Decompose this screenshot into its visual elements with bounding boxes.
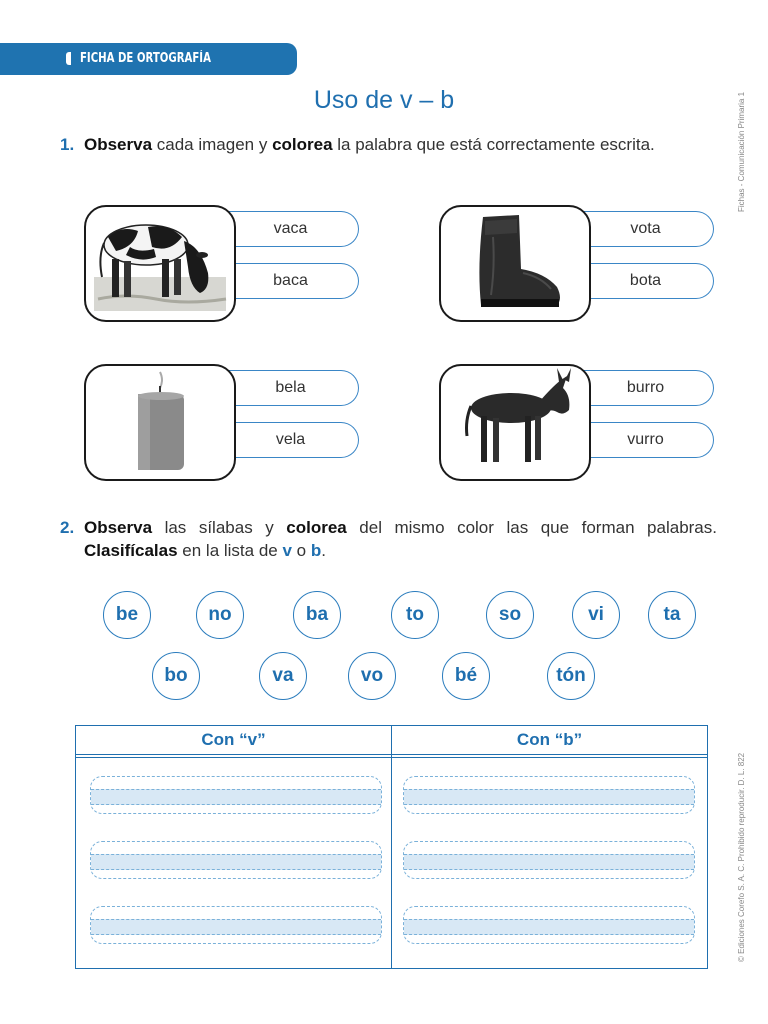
- syllable-bubble[interactable]: to: [391, 591, 439, 639]
- word-label: baca: [273, 272, 308, 289]
- column-header-b: Con “b”: [516, 730, 583, 749]
- writing-line[interactable]: [403, 841, 695, 879]
- donkey-image: [439, 364, 591, 481]
- writing-line[interactable]: [403, 906, 695, 944]
- writing-line[interactable]: [90, 906, 382, 944]
- boot-image: [439, 205, 591, 322]
- word-choice-item: [84, 364, 374, 479]
- word-option[interactable]: [223, 422, 359, 458]
- word-label: bela: [275, 379, 306, 396]
- instruction-text: en la lista de: [177, 541, 283, 560]
- word-option[interactable]: [578, 211, 714, 247]
- syllable-bubble[interactable]: no: [196, 591, 244, 639]
- column-divider: [391, 726, 392, 968]
- side-caption-copyright: © Ediciones Corefo S. A. C. Prohibido reproducir. D. L. 822: [737, 752, 746, 962]
- side-caption-top: Fichas - Comunicación Primaria 1: [737, 91, 746, 212]
- word-option[interactable]: [578, 422, 714, 458]
- writing-line[interactable]: [90, 776, 382, 814]
- writing-guide: [404, 854, 694, 870]
- question-text: [60, 133, 717, 156]
- instruction-text: o: [291, 541, 311, 560]
- word-option[interactable]: [223, 211, 359, 247]
- word-label: vaca: [273, 220, 308, 237]
- classification-table: [75, 725, 708, 969]
- syllable-bubble[interactable]: tón: [547, 652, 595, 700]
- worksheet-banner: [0, 43, 297, 75]
- syllable-bubble[interactable]: ba: [293, 591, 341, 639]
- syllable-bubble[interactable]: bo: [152, 652, 200, 700]
- word-label: vurro: [627, 431, 664, 448]
- instruction-text: las sílabas y: [152, 518, 287, 537]
- candle-image: [84, 364, 236, 481]
- word-choice-item: [439, 364, 729, 479]
- instruction-text: .: [321, 541, 326, 560]
- word-option[interactable]: [223, 370, 359, 406]
- banner-label: FICHA DE ORTOGRAFÍA: [80, 51, 211, 66]
- syllable-bubble[interactable]: bé: [442, 652, 490, 700]
- page-title: Uso de v – b: [313, 86, 455, 114]
- syllable-bubble[interactable]: so: [486, 591, 534, 639]
- word-option[interactable]: [578, 370, 714, 406]
- letter-b: b: [310, 541, 322, 560]
- writing-guide: [404, 919, 694, 935]
- syllable-bubble[interactable]: ta: [648, 591, 696, 639]
- word-label: vota: [630, 220, 661, 237]
- banner-bullet-icon: [66, 52, 71, 65]
- syllable-bubble[interactable]: vi: [572, 591, 620, 639]
- writing-guide: [91, 789, 381, 805]
- instruction-verb: colorea: [286, 518, 347, 537]
- instruction-verb: Observa: [84, 135, 153, 154]
- word-option[interactable]: [223, 263, 359, 299]
- word-label: bota: [629, 272, 662, 289]
- instruction-text: cada imagen y: [152, 135, 273, 154]
- question-number: 1.: [60, 135, 75, 154]
- writing-guide: [404, 789, 694, 805]
- instruction-verb: Observa: [84, 518, 153, 537]
- question-2: [60, 516, 717, 562]
- instruction-verb: colorea: [272, 135, 333, 154]
- word-choice-item: [439, 205, 729, 320]
- word-label: vela: [275, 431, 306, 448]
- letter-v: v: [282, 541, 292, 560]
- instruction-text: la palabra que está correctamente escrita.: [332, 135, 655, 154]
- column-header-v: Con “v”: [201, 730, 266, 749]
- word-choice-item: [84, 205, 374, 320]
- question-1: [60, 133, 717, 156]
- syllable-bubble[interactable]: vo: [348, 652, 396, 700]
- syllable-bubble[interactable]: be: [103, 591, 151, 639]
- question-text: [60, 516, 717, 562]
- word-label: burro: [626, 379, 665, 396]
- writing-line[interactable]: [90, 841, 382, 879]
- writing-guide: [91, 919, 381, 935]
- question-number: 2.: [60, 518, 75, 537]
- word-option[interactable]: [578, 263, 714, 299]
- cow-image: [84, 205, 236, 322]
- writing-line[interactable]: [403, 776, 695, 814]
- instruction-text: del mismo color las que forman palabras.: [346, 518, 717, 537]
- syllable-bubble[interactable]: va: [259, 652, 307, 700]
- instruction-verb: Clasifícalas: [84, 541, 178, 560]
- writing-guide: [91, 854, 381, 870]
